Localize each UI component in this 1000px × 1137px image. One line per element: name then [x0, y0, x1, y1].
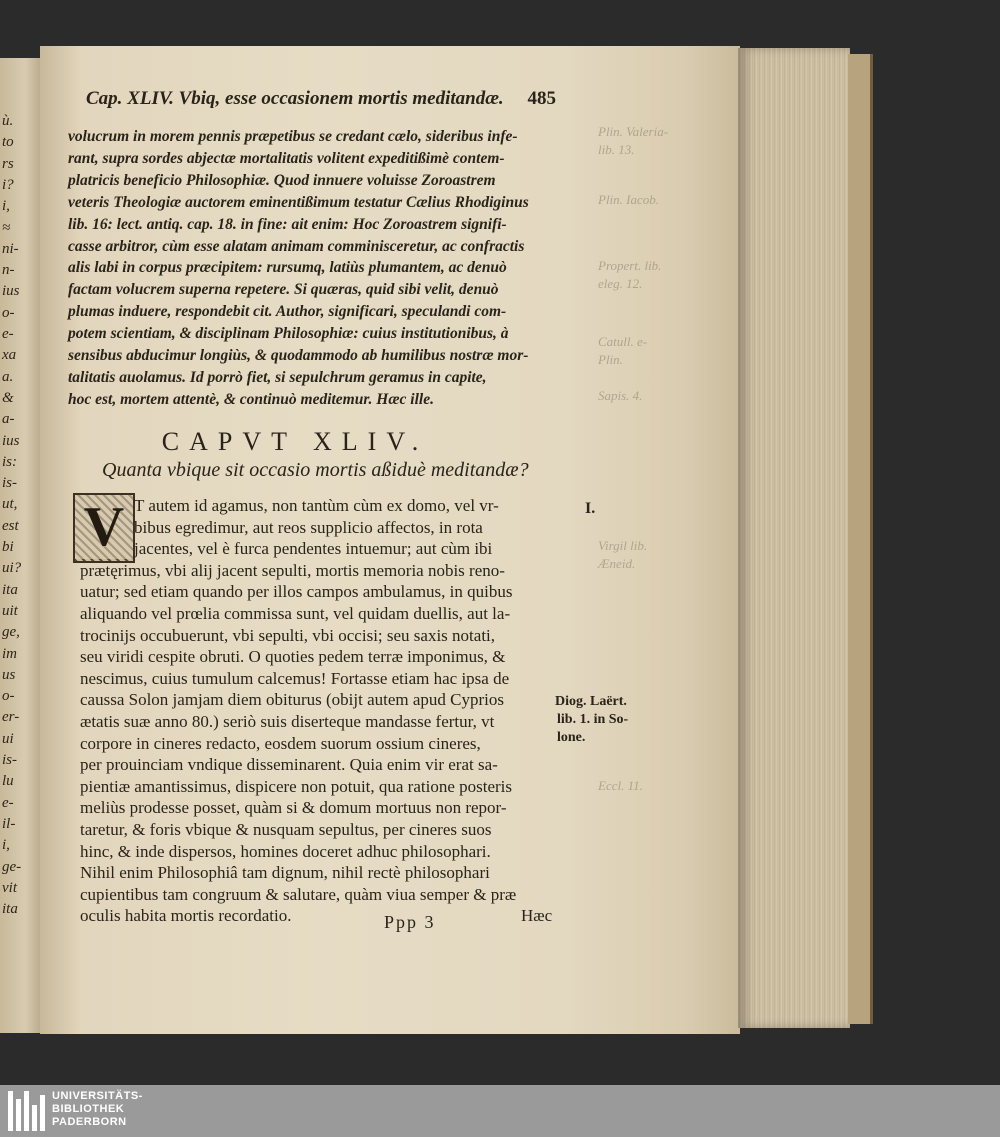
text-line: aliquando vel prœlia commissa sunt, vel quidam duellis, aut la- [80, 604, 511, 623]
library-footer-bar [0, 1085, 1000, 1137]
text-line: talitatis auolamus. Id porrò fiet, si sepulchrum geramus in capite, [68, 368, 487, 386]
left-page-fragment: e- [2, 326, 14, 342]
marginal-note-line: Diog. Laërt. [555, 694, 627, 709]
text-line: volucrum in morem pennis præpetibus se credant cælo, sideribus infe- [68, 128, 518, 145]
left-page-fragment: is- [2, 475, 17, 492]
left-page-fragment: xa [2, 347, 17, 364]
marginal-section-number: I. [585, 500, 596, 517]
catchword: Hæc [521, 906, 553, 925]
left-page-fragment: ui [2, 730, 14, 747]
left-page-fragment: o- [2, 688, 15, 705]
left-page-fragment: ius [2, 432, 20, 449]
left-page-fragment: ita [2, 581, 18, 598]
left-page-fragment: is- [2, 752, 17, 768]
text-line: sensibus abducimur longiùs, & quodammodo ab humilibus nostræ mor- [68, 347, 529, 364]
left-page-fragment: o- [2, 304, 15, 321]
text-line: seu viridi cespite obruti. O quoties pedem terræ imponimus, & [80, 647, 506, 667]
page-number: 485 [527, 88, 556, 109]
left-page-fragment: im [2, 645, 17, 662]
text-line: caussa Solon jamjam diem obiturus (obijt autem apud Cyprios [80, 690, 504, 710]
text-line: prætęrimus, vbi alij jacent sepulti, mortis memoria nobis reno- [80, 560, 505, 580]
library-name-line: BIBLIOTHEK [52, 1103, 125, 1115]
left-page-fragment: is: [2, 453, 17, 470]
left-page-fragment: & [2, 389, 14, 406]
chapter-heading: CAPVT XLIV. [161, 427, 429, 456]
left-page-fragment: ge, [2, 624, 20, 641]
chapter-subtitle: Quanta vbique sit occasio mortis aßiduè meditandæ? [102, 459, 529, 481]
book-cover-edge [848, 54, 873, 1024]
text-line: plumas induere, respondebit cit. Author, significari, speculandi com- [68, 303, 507, 321]
bleed-through-line: Sapis. 4. [598, 388, 643, 403]
decorated-initial [73, 493, 135, 563]
text-line: rant, supra sordes abjectæ mortalitatis volitent expeditißimè contem- [68, 149, 505, 167]
text-line: lib. 16: lect. antiq. cap. 18. in fine: ait enim: Hoc Zoroastrem signifi- [68, 215, 507, 233]
left-page-fragment: ut, [2, 496, 18, 513]
bleed-through-line: eleg. 12. [598, 276, 643, 291]
library-name-line: UNIVERSITÄTS- [52, 1090, 143, 1102]
text-line: casse arbitror, cùm esse alatam animam comminisceretur, ac confractis [68, 237, 525, 255]
text-line: nescimus, cuius tumulum calcemus! Fortasse etiam hac ipsa de [80, 668, 510, 688]
left-page-fragment: ui? [2, 560, 22, 577]
bleed-through-line: Plin. [598, 352, 623, 367]
left-page-fragment: rs [2, 155, 14, 172]
left-page-fragment: lu [2, 773, 14, 790]
marginal-note-line: lib. 1. in So- [557, 712, 629, 727]
left-page-fragment: i, [2, 837, 10, 854]
text-line: factam volucrem superna repetere. Si quæras, quid sibi velit, denuò [68, 281, 499, 299]
bleed-through-line: Propert. lib. [598, 258, 662, 273]
text-line: alis labi in corpus præcipitem: rursumq, latiùs plumantem, ac denuò [68, 259, 507, 277]
left-page-fragment: vit [2, 879, 17, 896]
text-line: cupientibus tam congruum & salutare, quàm viua semper & præ [80, 884, 517, 904]
text-line: taretur, & foris vbique & nusquam sepultus, per cineres suos [80, 820, 492, 839]
text-line: trocinijs occubuerunt, vbi sepulti, vbi occisi; seu saxis notati, [80, 625, 496, 645]
left-page-fragment: n- [2, 262, 15, 279]
bleed-through-line: Æneid. [598, 556, 636, 571]
library-name [52, 1090, 143, 1129]
text-line: ætatis suæ anno 80.) seriò suis diserteque mandasse fertur, vt [80, 712, 495, 731]
initial-letter: V [75, 495, 133, 559]
text-line: meliùs prodesse posset, quàm si & domum mortuus non repor- [80, 798, 507, 818]
bleed-through-line: Eccl. 11. [598, 778, 643, 793]
running-header [86, 88, 556, 110]
left-page-fragment: ita [2, 901, 18, 918]
library-logo-icon [8, 1091, 46, 1131]
left-page-fragment: er- [2, 709, 20, 726]
left-page-fragment: us [2, 666, 16, 683]
text-line: corpore in cineres redacto, eosdem suorum ossium cineres, [80, 733, 481, 753]
text-line: potem scientiam, & disciplinam Philosophiæ: cuius institutionibus, à [68, 325, 509, 343]
left-page-fragment: ge- [2, 858, 22, 875]
left-page-fragment: a- [2, 411, 15, 428]
text-line: T autem id agamus, non tantùm cùm ex domo, vel vr- [134, 496, 499, 515]
signature-mark: Ppp 3 [384, 912, 436, 932]
left-page-fragment: ius [2, 283, 20, 300]
text-line: uatur; sed etiam quando per illos campos ambulamus, in quibus [80, 582, 513, 602]
left-page-fragment: est [2, 517, 19, 534]
left-page-fragment: i? [2, 176, 14, 193]
text-line: pientiæ amantissimus, dispicere non potuit, qua ratione posteris [80, 776, 513, 796]
left-page-fragment: i, [2, 198, 10, 215]
text-line: jacentes, vel è furca pendentes intuemur; aut cùm ibi [134, 539, 493, 559]
text-line: hinc, & inde dispersos, homines doceret adhuc philosophari. [80, 841, 491, 861]
marginal-note-line: lone. [557, 730, 586, 745]
bleed-through-line: lib. 13. [598, 142, 635, 157]
left-page-edge [0, 58, 42, 1033]
text-line: hoc est, mortem attentè, & continuò meditemur. Hæc ille. [68, 390, 434, 408]
text-line: platricis beneficio Philosophiæ. Quod innuere voluisse Zoroastrem [68, 171, 496, 189]
left-page-fragment: uit [2, 602, 18, 619]
text-line: veteris Theologiæ auctorem eminentißimum testatur Cælius Rhodiginus [68, 193, 529, 211]
page-edges [738, 48, 850, 1028]
bleed-through-line: Virgil lib. [598, 538, 648, 553]
left-page-fragment: to [2, 134, 14, 151]
left-page-fragment: bi [2, 539, 14, 555]
left-page-fragment: ù. [2, 113, 14, 129]
bleed-through-line: Plin. Valeria- [598, 124, 669, 139]
header-title: Cap. XLIV. Vbiq, esse occasionem mortis meditandæ. [86, 88, 504, 109]
text-line: bibus egredimur, aut reos supplicio affectos, in rota [134, 517, 483, 537]
text-line: oculis habita mortis recordatio. [80, 906, 292, 926]
left-page-fragment: il- [2, 815, 16, 832]
left-page-fragment: e- [2, 794, 14, 811]
left-page-fragment: a. [2, 368, 14, 385]
left-page-fragment: ni- [2, 240, 19, 257]
bleed-through-line: Catull. e- [598, 334, 648, 349]
text-line: Nihil enim Philosophiâ tam dignum, nihil rectè philosophari [80, 863, 490, 883]
bleed-through-line: Plin. Iacob. [598, 192, 660, 207]
left-page-fragment: ≈ [2, 219, 11, 236]
text-line: per prouinciam vndique disseminarent. Quia enim vir erat sa- [80, 755, 498, 775]
library-name-line: PADERBORN [52, 1116, 127, 1128]
